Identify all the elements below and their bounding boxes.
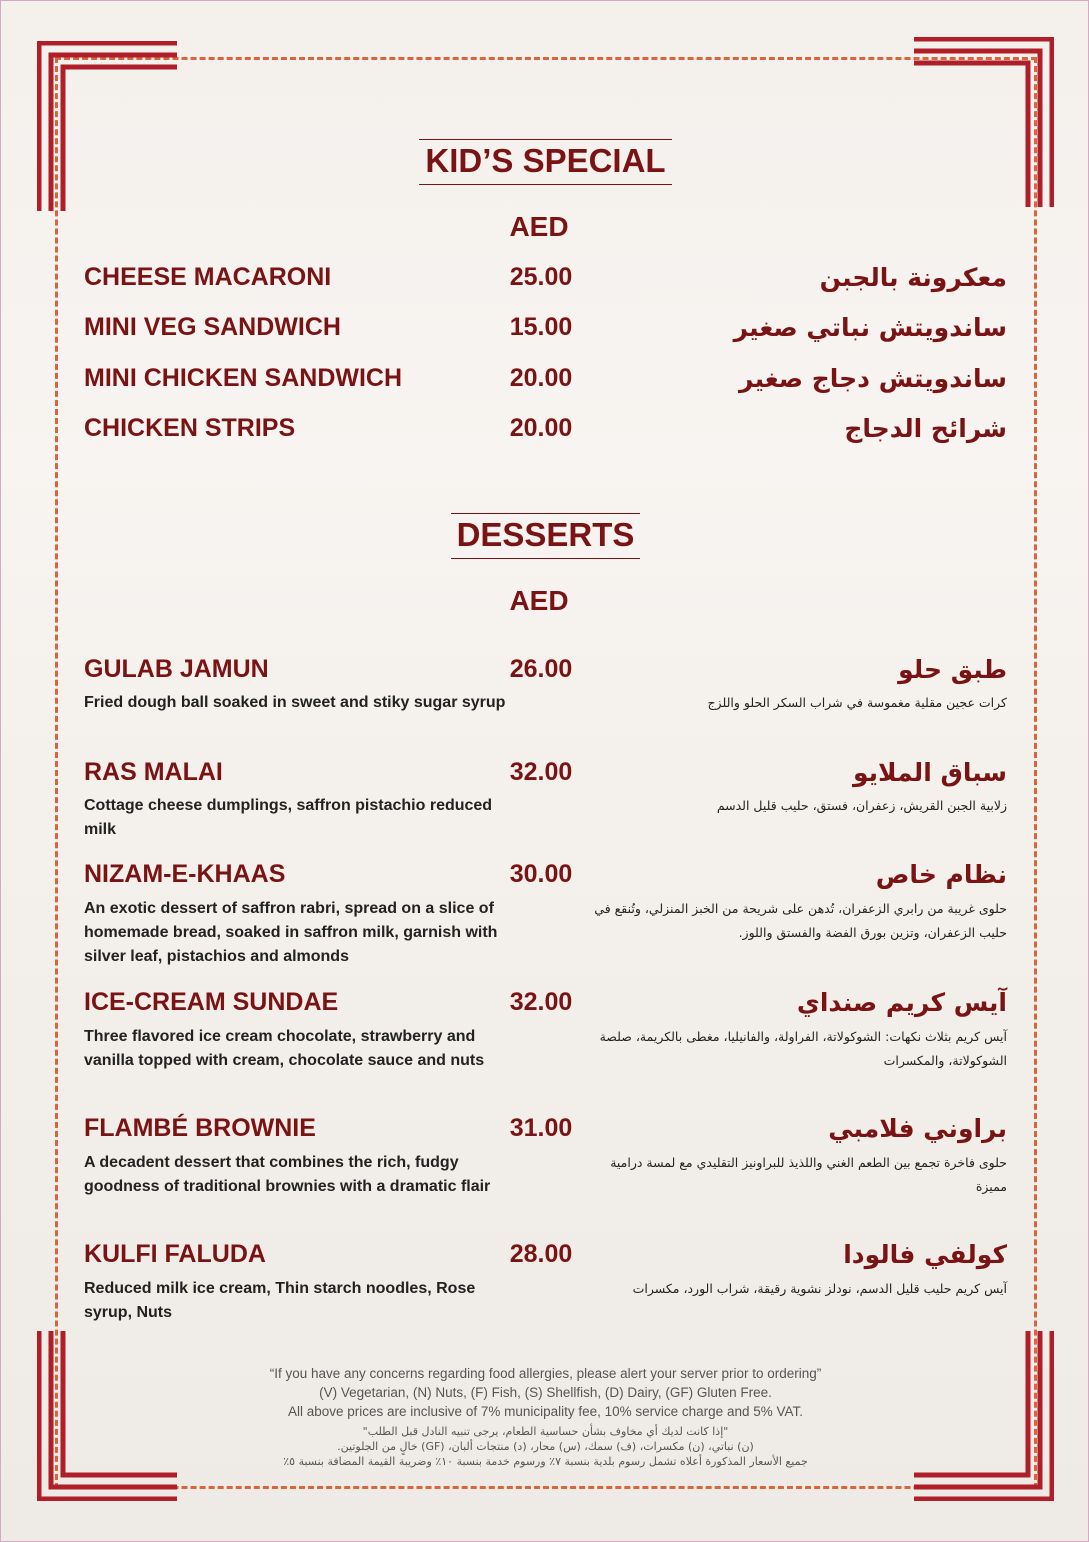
item-description-arabic: آيس كريم بثلاث نكهات: الشوكولاتة، الفراولة، والفانيليا، مغطى بالكريمة، صلصة الشوكولاتة، والمكسرات — [599, 1029, 1007, 1068]
item-name-arabic: نظام خاص — [875, 860, 1007, 889]
item-price: 26.00 — [509, 655, 573, 683]
item-name-arabic: شرائح الدجاج — [844, 414, 1007, 443]
dietary-legend-arabic: (ن) نباتي، (ن) مكسرات، (ف) سمك، (س) محار، (د) منتجات ألبان، (GF) خالٍ من الجلوتين. — [337, 1440, 754, 1453]
item-name-arabic: ساندويتش دجاج صغير — [739, 364, 1007, 393]
item-description-arabic: حلوى غريبة من رابري الزعفران، تُدهن على شريحة من الخبز المنزلي، وتُنقع في حليب الزعفران، وتزين بورق الفضة والفستق واللوز. — [594, 901, 1007, 940]
item-description-arabic: زلابية الجبن القريش، زعفران، فستق، حليب قليل الدسم — [716, 798, 1007, 813]
item-price: 31.00 — [509, 1114, 573, 1142]
item-name-arabic: كولفي فالودا — [843, 1240, 1007, 1269]
item-name-arabic: سباق الملايو — [853, 758, 1007, 787]
item-name-arabic: معكرونة بالجبن — [819, 263, 1007, 292]
item-description: A decadent dessert that combines the rich, fudgy goodness of traditional brownies with a dramatic flair — [84, 1154, 491, 1195]
item-description: Cottage cheese dumplings, saffron pistachio reduced milk — [84, 797, 493, 838]
item-name: MINI VEG SANDWICH — [84, 313, 341, 341]
item-price: 30.00 — [509, 860, 573, 888]
item-name-arabic: طبق حلو — [898, 655, 1007, 684]
kids-currency-label: AED — [509, 211, 569, 242]
price-inclusion-note-arabic: جميع الأسعار المذكورة أعلاه تشمل رسوم بلدية بنسبة ٧٪ ورسوم خدمة بنسبة ١٠٪ وضريبة القيمة المضافة بنسبة ٥٪ — [283, 1455, 808, 1468]
item-name-arabic: ساندويتش نباتي صغير — [733, 313, 1007, 342]
item-price: 28.00 — [509, 1240, 573, 1268]
item-price: 20.00 — [509, 364, 573, 392]
item-name: KULFI FALUDA — [84, 1240, 266, 1268]
item-name: CHICKEN STRIPS — [84, 414, 296, 442]
kids-special-title: KID’S SPECIAL — [1, 139, 1089, 185]
desserts-currency-label: AED — [509, 585, 569, 616]
item-description: Reduced milk ice cream, Thin starch noodles, Rose syrup, Nuts — [84, 1280, 476, 1321]
item-description: Three flavored ice cream chocolate, strawberry and vanilla topped with cream, chocolate sauce and nuts — [84, 1028, 485, 1069]
item-name: MINI CHICKEN SANDWICH — [84, 364, 403, 392]
allergy-notice-arabic: "إذا كانت لديك أي مخاوف بشأن حساسية الطعام، يرجى تنبيه النادل قبل الطلب" — [362, 1425, 729, 1438]
item-name: ICE-CREAM SUNDAE — [84, 988, 339, 1016]
item-description: An exotic dessert of saffron rabri, spread on a slice of homemade bread, soaked in saffron milk, garnish with silver leaf, pistachios and almonds — [84, 900, 498, 965]
item-name: GULAB JAMUN — [84, 655, 269, 683]
desserts-title: DESSERTS — [1, 513, 1089, 559]
corner-ornament-top-left — [37, 41, 177, 211]
item-price: 15.00 — [509, 313, 573, 341]
item-description-arabic: حلوى فاخرة تجمع بين الطعم الغني واللذيذ للبراونيز التقليدي مع لمسة درامية مميزة — [610, 1155, 1007, 1194]
item-name: FLAMBÉ BROWNIE — [84, 1114, 316, 1142]
item-price: 25.00 — [509, 263, 573, 291]
item-name: RAS MALAI — [84, 758, 223, 786]
item-name-arabic: آيس كريم صنداي — [796, 988, 1007, 1017]
allergy-notice: “If you have any concerns regarding food allergies, please alert your server prior to ordering” — [269, 1366, 822, 1381]
item-description-arabic: كرات عجين مقلية مغموسة في شراب السكر الحلو واللزج — [707, 695, 1007, 710]
dietary-legend: (V) Vegetarian, (N) Nuts, (F) Fish, (S) Shellfish, (D) Dairy, (GF) Gluten Free. — [319, 1385, 772, 1400]
item-name: CHEESE MACARONI — [84, 263, 332, 291]
item-price: 20.00 — [509, 414, 573, 442]
item-name-arabic: براوني فلامبي — [828, 1114, 1007, 1143]
price-inclusion-note: All above prices are inclusive of 7% municipality fee, 10% service charge and 5% VAT. — [287, 1404, 803, 1419]
item-description: Fried dough ball soaked in sweet and stiky sugar syrup — [84, 694, 506, 711]
item-price: 32.00 — [509, 758, 573, 786]
item-name: NIZAM-E-KHAAS — [84, 860, 286, 888]
item-description-arabic: آيس كريم حليب قليل الدسم، نودلز نشوية رقيقة، شراب الورد، مكسرات — [632, 1281, 1007, 1296]
item-price: 32.00 — [509, 988, 573, 1016]
